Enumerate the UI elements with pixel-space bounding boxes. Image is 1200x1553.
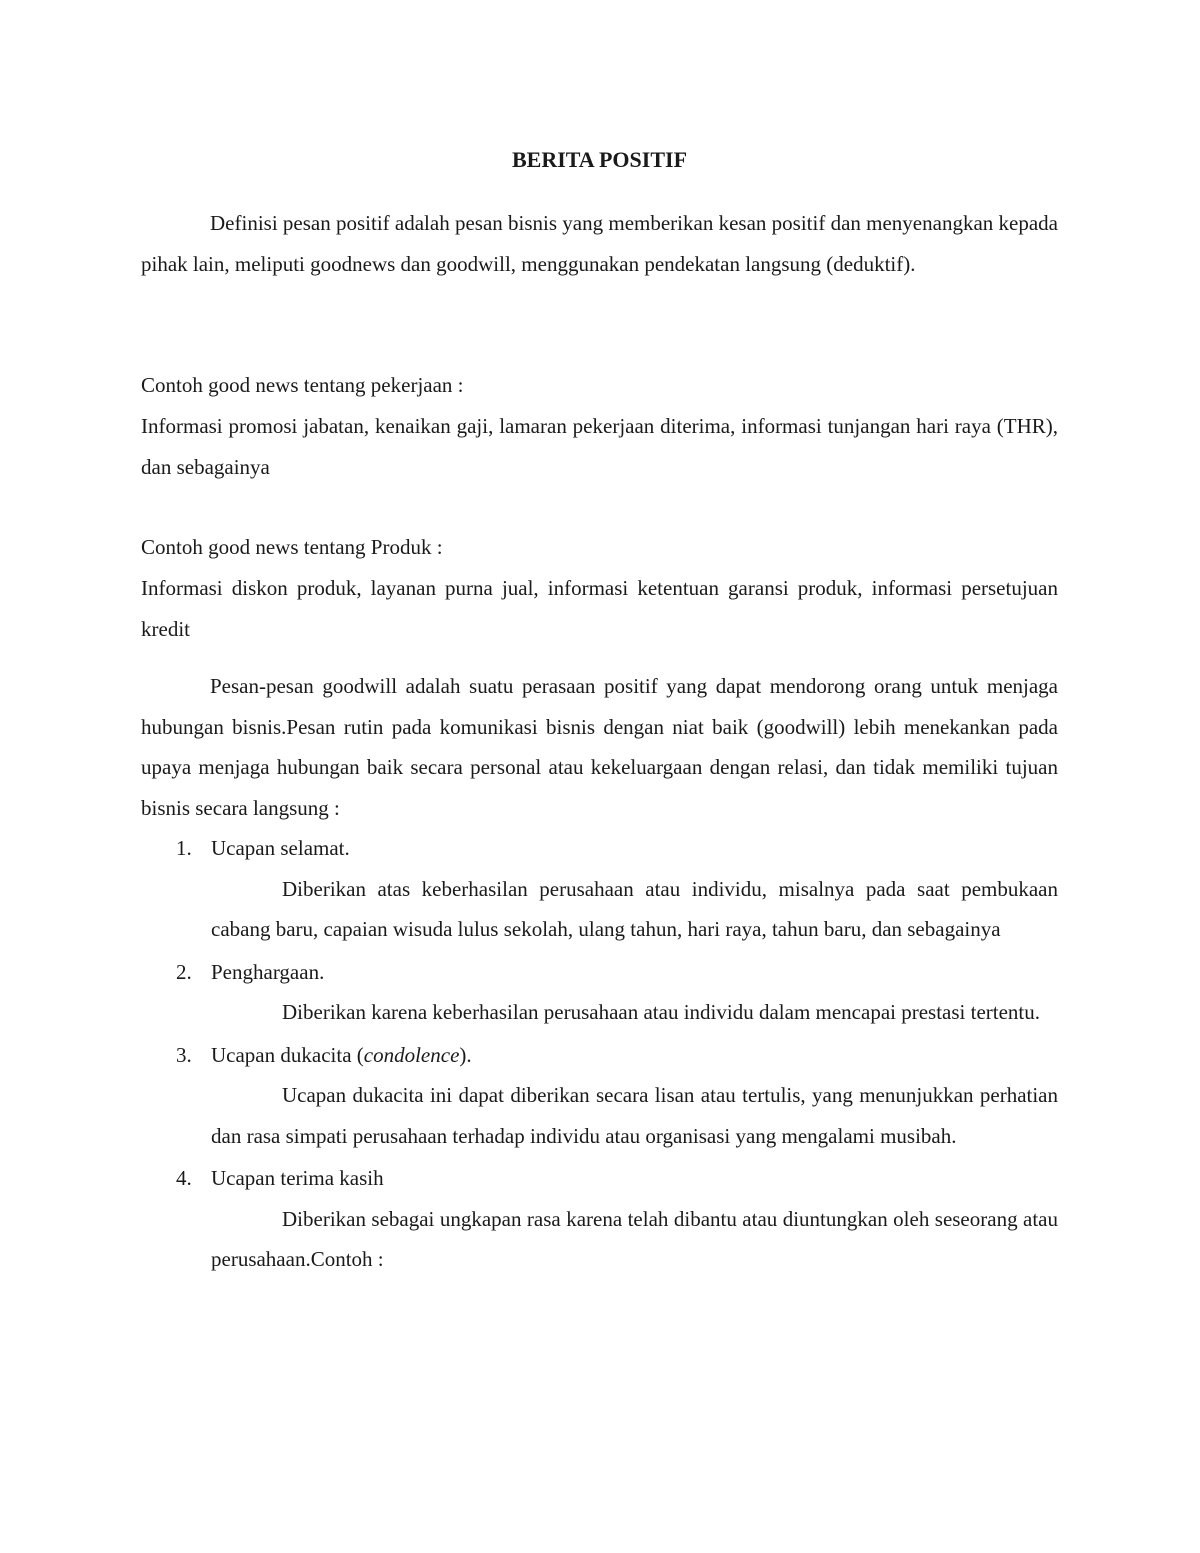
goodwill-list [141, 828, 1058, 1282]
goodwill-paragraph: Pesan-pesan goodwill adalah suatu perasaan positif yang dapat mendorong orang untuk menjaga hubungan bisnis.Pesan rutin pada komunikasi bisnis dengan niat baik (goodwill) lebih menekankan pada upaya menjaga hubungan baik secara personal atau kekeluargaan dengan relasi, dan tidak memiliki tujuan bisnis secara langsung : [141, 674, 1058, 820]
item-title: Ucapan selamat. [211, 836, 350, 860]
intro-paragraph: Definisi pesan positif adalah pesan bisnis yang memberikan kesan positif dan menyenangkan kepada pihak lain, meliputi goodnews dan goodwill, menggunakan pendekatan langsung (deduktif). [141, 211, 1058, 276]
item-title-emphasis: condolence [363, 1042, 460, 1067]
item-title-prefix: Ucapan dukacita ( [211, 1042, 364, 1067]
item-description: Diberikan karena keberhasilan perusahaan atau individu dalam mencapai prestasi tertentu. [282, 1000, 1041, 1024]
list-item [141, 1035, 1058, 1157]
item-title-suffix: ). [459, 1042, 472, 1067]
item-description: Diberikan sebagai ungkapan rasa karena telah dibantu atau diuntungkan oleh seseorang atau perusahaan.Contoh : [211, 1206, 1058, 1271]
list-item [141, 952, 1058, 1033]
list-item [141, 828, 1058, 950]
product-news-heading: Contoh good news tentang Produk : [141, 535, 443, 559]
item-description: Diberikan atas keberhasilan perusahaan atau individu, misalnya pada saat pembukaan cabang baru, capaian wisuda lulus sekolah, ulang tahun, hari raya, tahun baru, dan sebagainya [211, 876, 1058, 941]
item-title: Ucapan terima kasih [211, 1166, 384, 1190]
item-description: Ucapan dukacita ini dapat diberikan secara lisan atau tertulis, yang menunjukkan perhatian dan rasa simpati perusahaan terhadap individu atau organisasi yang mengalami musibah. [211, 1083, 1058, 1148]
item-number: 3. [176, 1042, 192, 1067]
item-title [141, 1035, 1058, 1076]
job-news-heading: Contoh good news tentang pekerjaan : [141, 373, 464, 397]
item-number: 2. [176, 959, 192, 984]
list-item [141, 1158, 1058, 1280]
page-title: BERITA POSITIF [511, 147, 688, 172]
item-number: 4. [176, 1166, 192, 1190]
item-number: 1. [176, 836, 192, 860]
product-news-body: Informasi diskon produk, layanan purna jual, informasi ketentuan garansi produk, informasi persetujuan kredit [141, 576, 1058, 641]
item-title: Penghargaan. [211, 959, 325, 984]
job-news-body: Informasi promosi jabatan, kenaikan gaji, lamaran pekerjaan diterima, informasi tunjangan hari raya (THR), dan sebagainya [141, 414, 1058, 479]
